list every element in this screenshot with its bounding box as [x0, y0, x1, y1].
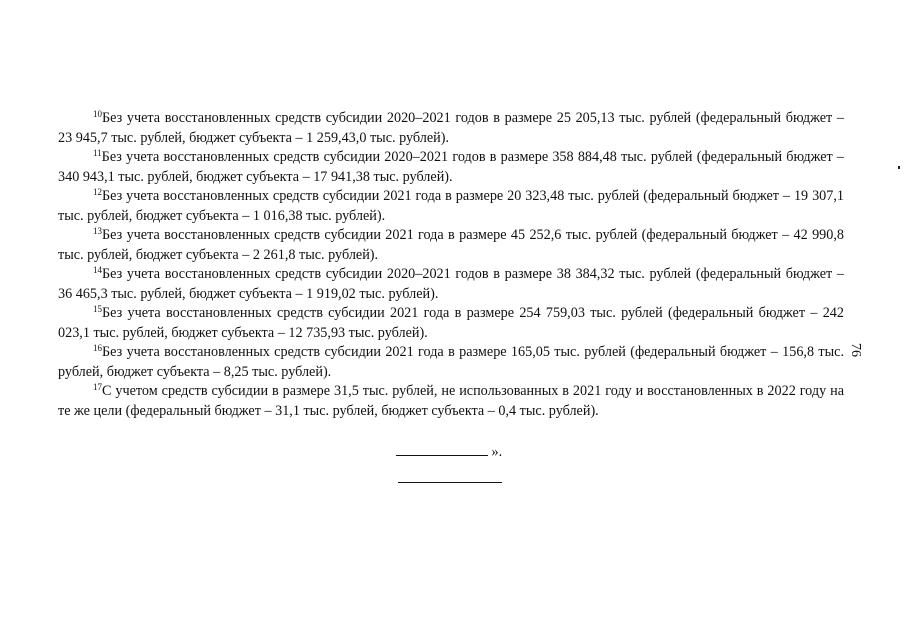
footnote-text: Без учета восстановленных средств субсидии 2020–2021 годов в размере 38 384,32 тыс. рублей (федеральный бюджет – 36 465,3 тыс. рублей, бюджет субъекта – 1 919,02 тыс. рублей). [58, 266, 844, 302]
footnote-marker: 14 [93, 265, 102, 275]
footnote-10 [58, 109, 844, 148]
footnote-14 [58, 265, 844, 304]
footnote-marker: 12 [93, 187, 102, 197]
footnote-12 [58, 187, 844, 226]
footnote-16 [58, 343, 844, 382]
closing-quote: ». [491, 444, 503, 460]
footnote-13 [58, 226, 844, 265]
closing-line [396, 441, 502, 462]
end-rule [398, 482, 502, 483]
footnote-text: С учетом средств субсидии в размере 31,5 тыс. рублей, не использованных в 2021 году и восстановленных в 2022 году на те же цели (федеральный бюджет – 31,1 тыс. рублей, бюджет субъекта – 0,4 тыс. рублей). [58, 383, 844, 419]
scan-edge-mark [898, 166, 900, 169]
footnote-marker: 15 [93, 304, 102, 314]
footnotes-block [58, 109, 844, 421]
footnote-marker: 16 [93, 343, 102, 353]
footnote-marker: 13 [93, 226, 102, 236]
footnote-text: Без учета восстановленных средств субсидии 2020–2021 годов в размере 25 205,13 тыс. рублей (федеральный бюджет – 23 945,7 тыс. рублей, бюджет субъекта – 1 259,43,0 тыс. рублей). [58, 110, 844, 146]
closing-underline [396, 441, 488, 456]
footnote-11 [58, 148, 844, 187]
footnote-text: Без учета восстановленных средств субсидии 2021 года в размере 254 759,03 тыс. рублей (федеральный бюджет – 242 023,1 тыс. рублей, бюджет субъекта – 12 735,93 тыс. рублей). [58, 305, 844, 341]
footnote-marker: 11 [93, 148, 102, 158]
footnote-text: Без учета восстановленных средств субсидии 2020–2021 годов в размере 358 884,48 тыс. рублей (федеральный бюджет – 340 943,1 тыс. рублей, бюджет субъекта – 17 941,38 тыс. рублей). [58, 149, 844, 185]
footnote-text: Без учета восстановленных средств субсидии 2021 года в размере 45 252,6 тыс. рублей (федеральный бюджет – 42 990,8 тыс. рублей, бюджет субъекта – 2 261,8 тыс. рублей). [58, 227, 844, 263]
footnote-marker: 10 [93, 109, 102, 119]
footnote-17 [58, 382, 844, 421]
footnote-text: Без учета восстановленных средств субсидии 2021 года в размере 20 323,48 тыс. рублей (федеральный бюджет – 19 307,1 тыс. рублей, бюджет субъекта – 1 016,38 тыс. рублей). [58, 188, 844, 224]
page-number: 76 [848, 343, 863, 357]
footnote-15 [58, 304, 844, 343]
footnote-marker: 17 [93, 382, 102, 392]
footnote-text: Без учета восстановленных средств субсидии 2021 года в размере 165,05 тыс. рублей (федеральный бюджет – 156,8 тыс. рублей, бюджет субъекта – 8,25 тыс. рублей). [58, 344, 844, 380]
